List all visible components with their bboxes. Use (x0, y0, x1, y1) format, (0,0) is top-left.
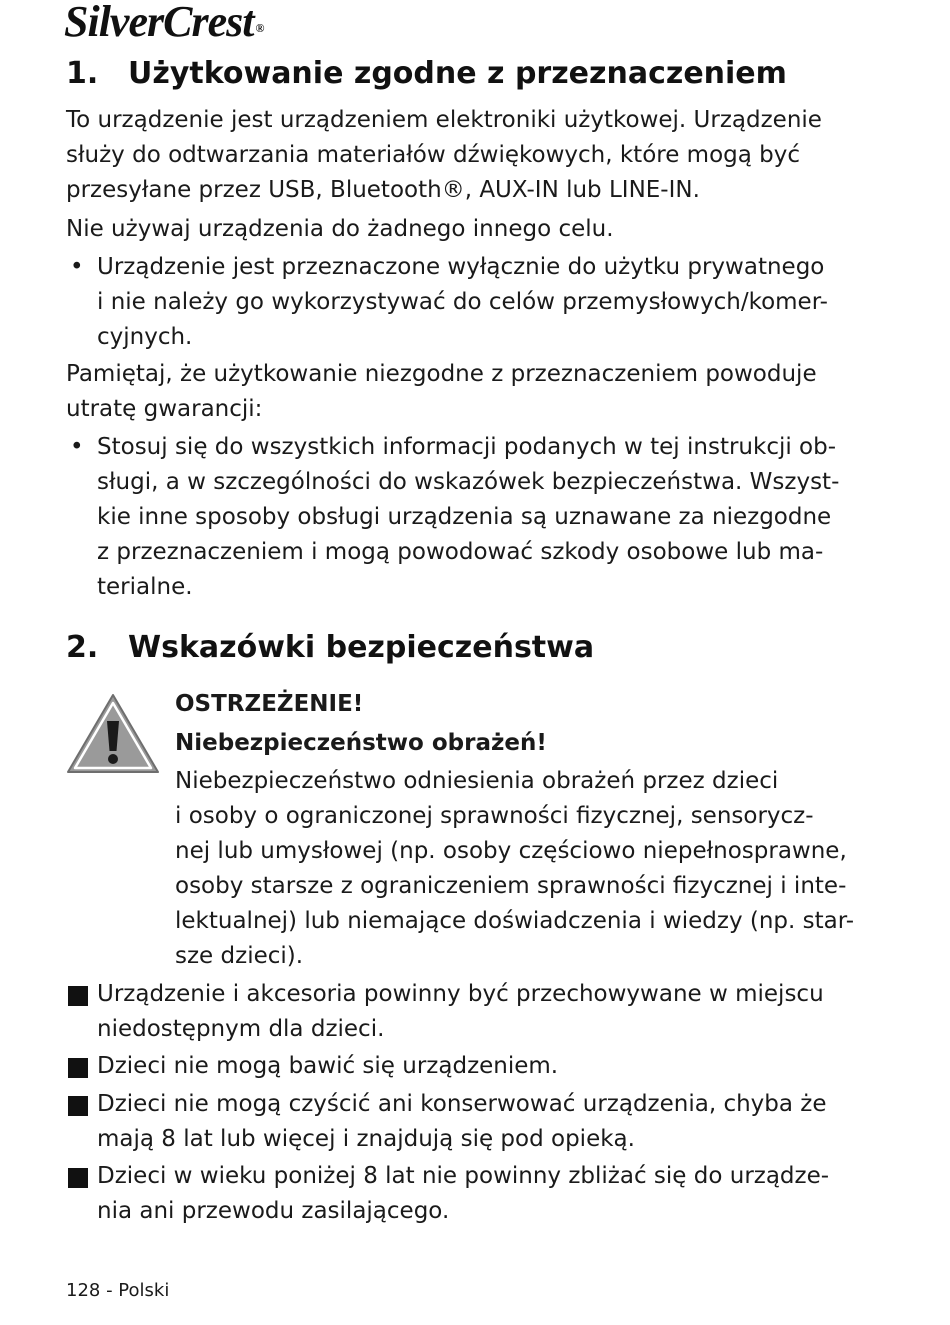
safety-item (97, 1049, 558, 1084)
text-line: Dzieci nie mogą bawić się urządzeniem. (97, 1053, 559, 1079)
text-line: Dzieci nie mogą czyścić ani konserwować urządzenia, chyba że (97, 1091, 827, 1117)
warning-triangle-icon (66, 693, 160, 775)
section-1-number: 1. (66, 56, 99, 91)
section-1-paragraph-2 (66, 212, 866, 247)
text-line: lektualnej) lub niemające doświadczenia i wiedzy (np. star- (175, 908, 855, 934)
text-line: Niebezpieczeństwo odniesienia obrażeń przez dzieci (175, 768, 779, 794)
text-line: nej lub umysłowej (np. osoby częściowo niepełnosprawne, (175, 838, 847, 864)
text-line: z przeznaczeniem i mogą powodować szkody osobowe lub ma- (97, 539, 824, 565)
text-line: niedostępnym dla dzieci. (97, 1016, 385, 1042)
bullet-mark: • (70, 254, 84, 280)
section-1-title: Użytkowanie zgodne z przeznaczeniem (128, 56, 787, 91)
text-line: sługi, a w szczególności do wskazówek bezpieczeństwa. Wszyst- (97, 469, 840, 495)
brand-name: SilverCrest (64, 0, 254, 46)
safety-item (97, 1087, 827, 1157)
text-line: mają 8 lat lub więcej i znajdują się pod opieką. (97, 1126, 635, 1152)
warning-label: OSTRZEŻENIE! (175, 691, 364, 717)
square-bullet-icon (68, 1096, 88, 1116)
section-1-paragraph-3 (66, 357, 866, 427)
text-line: przesyłane przez USB, Bluetooth®, AUX-IN lub LINE-IN. (66, 177, 700, 203)
safety-item (97, 977, 824, 1047)
square-bullet-icon (68, 986, 88, 1006)
bullet-mark: • (70, 434, 84, 460)
warning-title: Niebezpieczeństwo obrażeń! (175, 730, 547, 756)
safety-item (97, 1159, 829, 1229)
section-1-heading (66, 56, 787, 92)
text-line: sze dzieci). (175, 943, 304, 969)
page-footer: 128 - Polski (66, 1280, 170, 1301)
registered-mark: ® (255, 21, 264, 35)
text-line: osoby starsze z ograniczeniem sprawności fizycznej i inte- (175, 873, 847, 899)
text-line: Dzieci w wieku poniżej 8 lat nie powinny zbliżać się do urządze- (97, 1163, 830, 1189)
text-line: Pamiętaj, że użytkowanie niezgodne z przeznaczeniem powoduje (66, 361, 817, 387)
text-line: Urządzenie jest przeznaczone wyłącznie do użytku prywatnego (97, 254, 825, 280)
brand-logo (64, 0, 263, 44)
text-line: służy do odtwarzania materiałów dźwiękowych, które mogą być (66, 142, 801, 168)
text-line: utratę gwarancji: (66, 396, 263, 422)
text-line: kie inne sposoby obsługi urządzenia są uznawane za niezgodne (97, 504, 832, 530)
text-line: nia ani przewodu zasilającego. (97, 1198, 450, 1224)
text-line: cyjnych. (97, 324, 193, 350)
text-line: i osoby o ograniczonej sprawności fizycznej, sensorycz- (175, 803, 814, 829)
section-2-heading (66, 630, 594, 666)
section-1-paragraph-1 (66, 103, 866, 208)
warning-body (175, 764, 854, 974)
square-bullet-icon (68, 1058, 88, 1078)
text-line: To urządzenie jest urządzeniem elektroniki użytkowej. Urządzenie (66, 107, 822, 133)
text-line: Nie używaj urządzenia do żadnego innego celu. (66, 216, 614, 242)
section-2-number: 2. (66, 630, 99, 665)
text-line: Urządzenie i akcesoria powinny być przechowywane w miejscu (97, 981, 824, 1007)
text-line: Stosuj się do wszystkich informacji podanych w tej instrukcji ob- (97, 434, 837, 460)
text-line: terialne. (97, 574, 193, 600)
square-bullet-icon (68, 1168, 88, 1188)
text-line: i nie należy go wykorzystywać do celów przemysłowych/komer- (97, 289, 828, 315)
section-2-title: Wskazówki bezpieczeństwa (128, 630, 595, 665)
